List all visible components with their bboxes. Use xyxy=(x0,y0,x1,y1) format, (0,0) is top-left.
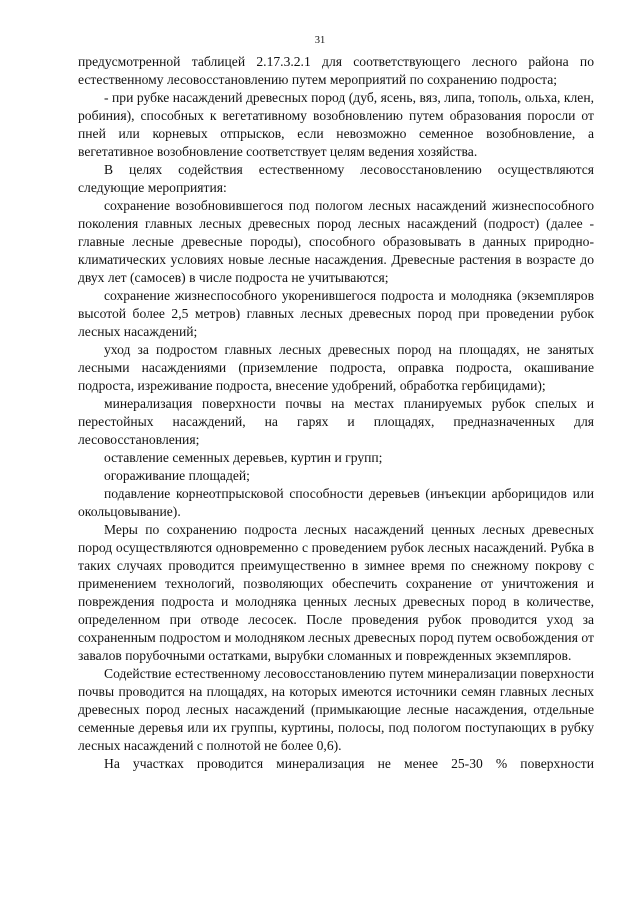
paragraph-9: огораживание площадей; xyxy=(104,468,250,483)
paragraph-10: подавление корнеотпрысковой способности деревьев (инъекции арборицидов или окольцовывание). xyxy=(78,486,594,519)
paragraph-6: уход за подростом главных лесных древесных пород на площадях, не занятых лесными насаждениями (приземление подроста, оправка подроста, окашивание подроста, изреживание подроста, внесение удобрений, обработка гербицидами); xyxy=(78,342,594,393)
paragraph-2: - при рубке насаждений древесных пород (дуб, ясень, вяз, липа, тополь, ольха, клен, робиния), способных к вегетативному возобновлению путем образования поросли от пней или корневых отпрысков, если невозможно семенное возобновление, а вегетативное возобновление соответствует целям ведения хозяйства. xyxy=(78,90,594,159)
paragraph-13: На участках проводится минерализация не менее 25-30 % поверхности xyxy=(104,756,594,771)
paragraph-8: оставление семенных деревьев, куртин и групп; xyxy=(104,450,383,465)
paragraph-1: предусмотренной таблицей 2.17.3.2.1 для соответствующего лесного района по естественному лесовосстановлению путем мероприятий по сохранению подроста; xyxy=(78,54,594,87)
page-number: 31 xyxy=(314,35,326,46)
paragraph-11: Меры по сохранению подроста лесных насаждений ценных лесных древесных пород осуществляются одновременно с проведением рубок лесных насаждений. Рубка в таких случаях проводится преимущественно в зимнее время по снежному покрову с применением технологий, позволяющих обеспечить сохранение от уничтожения и повреждения подроста и молодняка ценных лесных древесных пород в количестве, определенном при отводе лесосек. После проведения рубок проводится уход за сохраненным подростом и молодняком лесных древесных пород путем освобождения от завалов порубочными остатками, вырубки сломанных и поврежденных экземпляров. xyxy=(78,522,594,663)
paragraph-3: В целях содействия естественному лесовосстановлению осуществляются следующие мероприятия: xyxy=(78,162,594,195)
paragraph-12: Содействие естественному лесовосстановлению путем минерализации поверхности почвы проводится на площадях, на которых имеются источники семян главных лесных древесных пород лесных насаждений (примыкающие лесные насаждения, отдельные семенные деревья или их группы, куртины, полосы, под пологом поступающих в рубку лесных насаждений с полнотой не более 0,6). xyxy=(78,666,594,753)
paragraph-7: минерализация поверхности почвы на местах планируемых рубок спелых и перестойных насаждений, на гарях и площадях, предназначенных для лесовосстановления; xyxy=(78,396,594,447)
document-body xyxy=(78,53,594,773)
paragraph-4: сохранение возобновившегося под пологом лесных насаждений жизнеспособного поколения главных лесных древесных пород лесных насаждений (подрост) (далее - главные лесные древесные породы), способного образовывать в данных природно-климатических условиях новые лесные насаждения. Древесные растения в возрасте до двух лет (самосев) в числе подроста не учитываются; xyxy=(78,198,594,285)
paragraph-5: сохранение жизнеспособного укоренившегося подроста и молодняка (экземпляров высотой более 2,5 метров) главных лесных древесных пород при проведении рубок лесных насаждений; xyxy=(78,288,594,339)
